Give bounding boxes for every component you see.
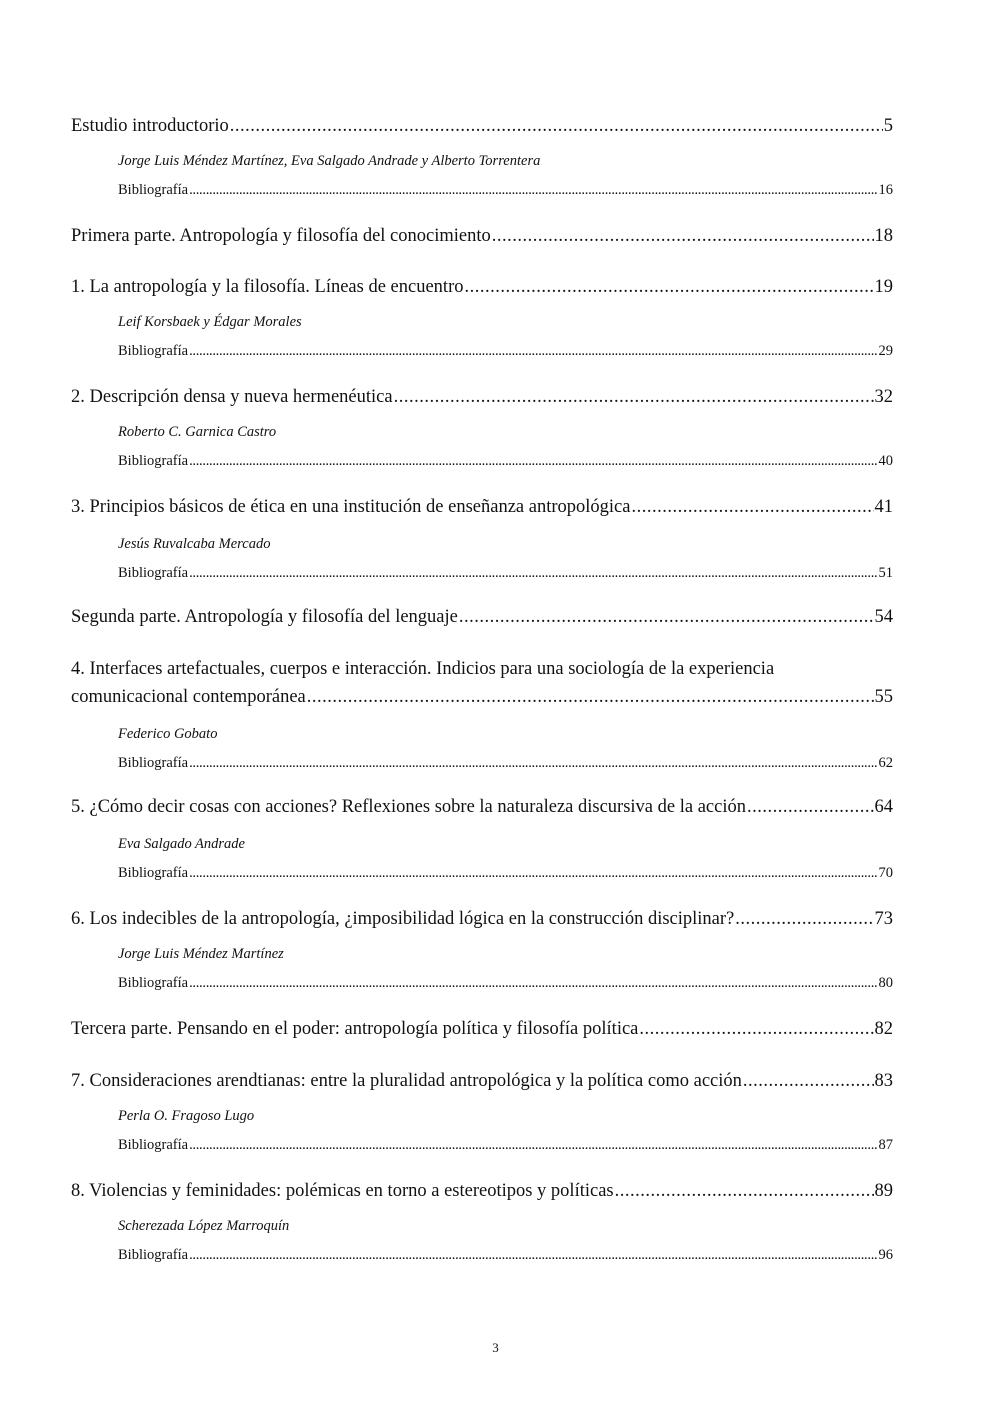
bibliography-entry bbox=[118, 755, 893, 772]
entry-title: 1. La antropología y la filosofía. Líneas de encuentro bbox=[71, 277, 464, 297]
toc-entry-ch5 bbox=[71, 797, 893, 818]
bibliography-label: Bibliografía bbox=[118, 755, 189, 771]
entry-title: 2. Descripción densa y nueva hermenéutica bbox=[71, 387, 393, 407]
bibliography-entry bbox=[118, 343, 893, 360]
leader-dots bbox=[459, 607, 874, 628]
toc-entry-ch6 bbox=[71, 909, 893, 930]
bibliography-entry bbox=[118, 453, 893, 470]
part-page: 82 bbox=[874, 1019, 893, 1039]
bibliography-page: 29 bbox=[878, 343, 893, 359]
entry-page: 32 bbox=[874, 387, 893, 407]
part-page: 54 bbox=[874, 607, 893, 627]
part-title: Segunda parte. Antropología y filosofía del lenguaje bbox=[71, 607, 458, 627]
entry-title: 3. Principios básicos de ética en una institución de enseñanza antropológica bbox=[71, 497, 631, 517]
leader-dots bbox=[492, 226, 874, 247]
entry-authors: Leif Korsbaek y Édgar Morales bbox=[118, 314, 302, 330]
leader-dots bbox=[747, 797, 874, 818]
toc-entry-ch2 bbox=[71, 387, 893, 408]
leader-dots bbox=[464, 277, 873, 298]
entry-page: 89 bbox=[874, 1181, 893, 1201]
entry-authors: Scherezada López Marroquín bbox=[118, 1218, 290, 1234]
leader-dots bbox=[189, 453, 877, 470]
bibliography-page: 62 bbox=[878, 755, 893, 771]
bibliography-page: 87 bbox=[878, 1137, 893, 1153]
entry-title: 6. Los indecibles de la antropología, ¿imposibilidad lógica en la construcción disciplinar? bbox=[71, 909, 735, 929]
leader-dots bbox=[189, 1247, 877, 1264]
leader-dots bbox=[394, 387, 874, 408]
toc-part-2 bbox=[71, 607, 893, 628]
part-title: Primera parte. Antropología y filosofía del conocimiento bbox=[71, 226, 491, 246]
toc-entry-ch7 bbox=[71, 1071, 893, 1092]
toc-part-3 bbox=[71, 1019, 893, 1040]
entry-authors: Federico Gobato bbox=[118, 726, 218, 742]
page-number: 3 bbox=[492, 1340, 499, 1355]
entry-authors: Jorge Luis Méndez Martínez, Eva Salgado Andrade y Alberto Torrentera bbox=[118, 153, 541, 169]
entry-title: 5. ¿Cómo decir cosas con acciones? Reflexiones sobre la naturaleza discursiva de la acción bbox=[71, 797, 746, 817]
bibliography-entry bbox=[118, 565, 893, 582]
entry-title: 7. Consideraciones arendtianas: entre la pluralidad antropológica y la política como acción bbox=[71, 1071, 742, 1091]
leader-dots bbox=[189, 565, 877, 582]
entry-title-line-1: 4. Interfaces artefactuales, cuerpos e interacción. Indicios para una sociología de la experiencia bbox=[71, 659, 775, 679]
leader-dots bbox=[631, 497, 873, 518]
bibliography-entry bbox=[118, 182, 893, 199]
bibliography-entry bbox=[118, 1247, 893, 1264]
leader-dots bbox=[189, 1137, 877, 1154]
entry-title: 8. Violencias y feminidades: polémicas en torno a estereotipos y políticas bbox=[71, 1181, 614, 1201]
bibliography-page: 80 bbox=[878, 975, 893, 991]
bibliography-page: 16 bbox=[878, 182, 893, 198]
leader-dots bbox=[189, 865, 877, 882]
leader-dots bbox=[230, 116, 883, 137]
toc-part-1 bbox=[71, 226, 893, 247]
entry-page: 83 bbox=[874, 1071, 893, 1091]
bibliography-label: Bibliografía bbox=[118, 565, 189, 581]
leader-dots bbox=[189, 755, 877, 772]
bibliography-entry bbox=[118, 865, 893, 882]
entry-title: Estudio introductorio bbox=[71, 116, 229, 136]
bibliography-page: 51 bbox=[878, 565, 893, 581]
bibliography-label: Bibliografía bbox=[118, 1247, 189, 1263]
leader-dots bbox=[307, 687, 874, 708]
leader-dots bbox=[735, 909, 873, 930]
bibliography-label: Bibliografía bbox=[118, 865, 189, 881]
leader-dots bbox=[743, 1071, 874, 1092]
leader-dots bbox=[639, 1019, 873, 1040]
toc-entry-ch3 bbox=[71, 497, 893, 518]
leader-dots bbox=[615, 1181, 874, 1202]
bibliography-label: Bibliografía bbox=[118, 453, 189, 469]
bibliography-page: 40 bbox=[878, 453, 893, 469]
part-title: Tercera parte. Pensando en el poder: antropología política y filosofía política bbox=[71, 1019, 639, 1039]
bibliography-page: 96 bbox=[878, 1247, 893, 1263]
entry-page: 73 bbox=[874, 909, 893, 929]
entry-page: 5 bbox=[883, 116, 893, 136]
leader-dots bbox=[189, 182, 877, 199]
part-page: 18 bbox=[874, 226, 893, 246]
entry-authors: Jorge Luis Méndez Martínez bbox=[118, 946, 284, 962]
bibliography-label: Bibliografía bbox=[118, 1137, 189, 1153]
bibliography-label: Bibliografía bbox=[118, 343, 189, 359]
bibliography-page: 70 bbox=[878, 865, 893, 881]
bibliography-entry bbox=[118, 1137, 893, 1154]
leader-dots bbox=[189, 343, 877, 360]
entry-title-line-2: comunicacional contemporánea bbox=[71, 687, 306, 707]
entry-authors: Eva Salgado Andrade bbox=[118, 836, 245, 852]
entry-authors: Roberto C. Garnica Castro bbox=[118, 424, 277, 440]
bibliography-label: Bibliografía bbox=[118, 975, 189, 991]
entry-authors: Perla O. Fragoso Lugo bbox=[118, 1108, 255, 1124]
bibliography-entry bbox=[118, 975, 893, 992]
toc-entry-intro bbox=[71, 116, 893, 137]
toc-entry-ch1 bbox=[71, 277, 893, 298]
toc-entry-ch4 bbox=[71, 687, 893, 708]
entry-page: 19 bbox=[874, 277, 893, 297]
toc-entry-ch8 bbox=[71, 1181, 893, 1202]
bibliography-label: Bibliografía bbox=[118, 182, 189, 198]
entry-page: 64 bbox=[874, 797, 893, 817]
entry-authors: Jesús Ruvalcaba Mercado bbox=[118, 536, 271, 552]
entry-page: 55 bbox=[874, 687, 893, 707]
leader-dots bbox=[189, 975, 877, 992]
entry-page: 41 bbox=[874, 497, 893, 517]
